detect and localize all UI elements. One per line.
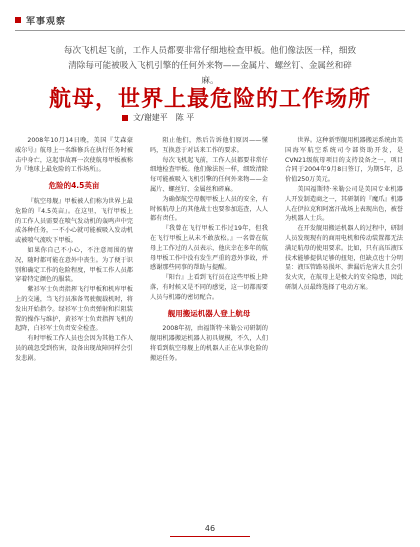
paragraph: 如果你自己不小心，不注意周围的情况，随时都可能在意外中丧生。为了便于识别和确定工作的危险程度，甲板工作人员都穿着特定颜色的服装。: [15, 246, 133, 284]
subheading: 舰用搬运机器人登上航母: [167, 308, 251, 318]
section-label: 军事观察: [26, 16, 67, 27]
paragraph: 『我曾在飞行甲板工作过19年，但我在飞行甲板上从未不敢放松。』一名曾在航母上工作过的人员表示，他庆幸在多年的航母甲板工作中没有发生严重的意外事故，并感谢那些同事的帮助与提醒。: [150, 225, 268, 272]
page-number: 46: [204, 524, 216, 533]
header-rule: [15, 30, 405, 31]
paragraph: 世界。这种新型舰用机器搬运系统由美国海军航空系统司令部资助开发，是CVN21级航母项目的支持设备之一，项目合同于2004年9月8日签订，为期5年，总价值250万美元。: [285, 137, 403, 184]
byline-label: 文/谢建平: [133, 113, 168, 122]
section-tag: [15, 12, 66, 28]
article-deck: 每次飞机起飞前，工作人员都要非常仔细地检查甲板。他们像法医一样，细致清除每可能被吸入飞机引擎的任何外来物——金属片、螺丝钉、金属丝和碎麻。: [63, 46, 357, 86]
subheading: 危险的4.5英亩: [48, 181, 100, 191]
article-headline: 航母，世界上最危险的工作场所: [48, 86, 371, 112]
byline: [122, 112, 202, 123]
paragraph: 每次飞机起飞前，工作人员都要非常仔细地检查甲板。他们像法医一样，细致清除每可能被吸入飞机引擎的任何外来物——金属片、螺丝钉、金属丝和碎麻。: [150, 156, 268, 193]
byline-marker-icon: [122, 115, 128, 121]
paragraph: 在开发舰用搬运机器人的过程中，研制人员发现现有的商用电机和传动装置都无法满足航母的使用要求。比如，只有高压液压技术能够提供足够的扭矩，但缺点也十分明显：液压管路易损坏、泄漏后危害大且会引发火灾，在航母上是极大的安全隐患，因此研制人员最终选择了电动方案。: [285, 225, 403, 291]
paragraph: 紫衫军士负责指挥飞行甲板和机库甲板上的交通，当飞行员准备驾驶舰载机时，将发出开始指令。绿衫军士负责弹射和拦阻装置的操作与维护，黄衫军士负责指挥飞机的起降，白衫军士负责安全检查。: [15, 286, 133, 333]
body-column-2: [150, 136, 268, 364]
paragraph: 阻止他们，然后告诉他们原因——懂吗，互换意于对话来工作的要求。: [150, 137, 268, 154]
page-number-area: [0, 524, 420, 533]
paragraph: 2008年10月14日晚，美国『艾森豪威尔号』航母上一名维修兵在执行任务时被击中身亡，这起事故再一次使航母甲板被称为『地球上最危险的工作场所』。: [15, 137, 133, 174]
paragraph: 『航空母舰』甲板被人们称为世界上最危险的『4.5英亩』。在这里，飞行甲板上的工作人员需要在喷气发动机的轰鸣声中完成各种任务，一不小心就可能被吸入发动机或被喷气流吹下甲板。: [15, 197, 133, 245]
byline-author: 陈 平: [175, 113, 195, 122]
paragraph: 美国福斯特·米勒公司是美国专业机器人开发制造商之一，其研制的『魔爪』机器人在伊拉克和阿富汗战场上表现出色，被誉为机器人士兵。: [285, 185, 403, 223]
paragraph: 为确保航空母舰甲板上人员的安全，有时候航母上的其他战士也要参加巡查，人人都有责任。: [150, 195, 268, 223]
paragraph: 2008年初，由福斯特·米勒公司研制的舰用机器搬运机器人初具规模，不久，人们将看到航空母舰上的机器人正在从事危险的搬运任务。: [150, 325, 268, 362]
paragraph: 有时甲板工作人员也会因为其他工作人员的疏忽受到伤害，设备出现故障同样会引发悲剧。: [15, 335, 133, 362]
footer-rule: [170, 536, 250, 537]
body-column-3: [285, 136, 403, 293]
body-column-1: [15, 136, 133, 364]
paragraph: 『阳台』上看到飞行员在这些甲板上降落，有时候又是不同的感觉，这一切都需要人员与机器的密切配合。: [150, 274, 268, 301]
section-marker-icon: [15, 17, 21, 23]
